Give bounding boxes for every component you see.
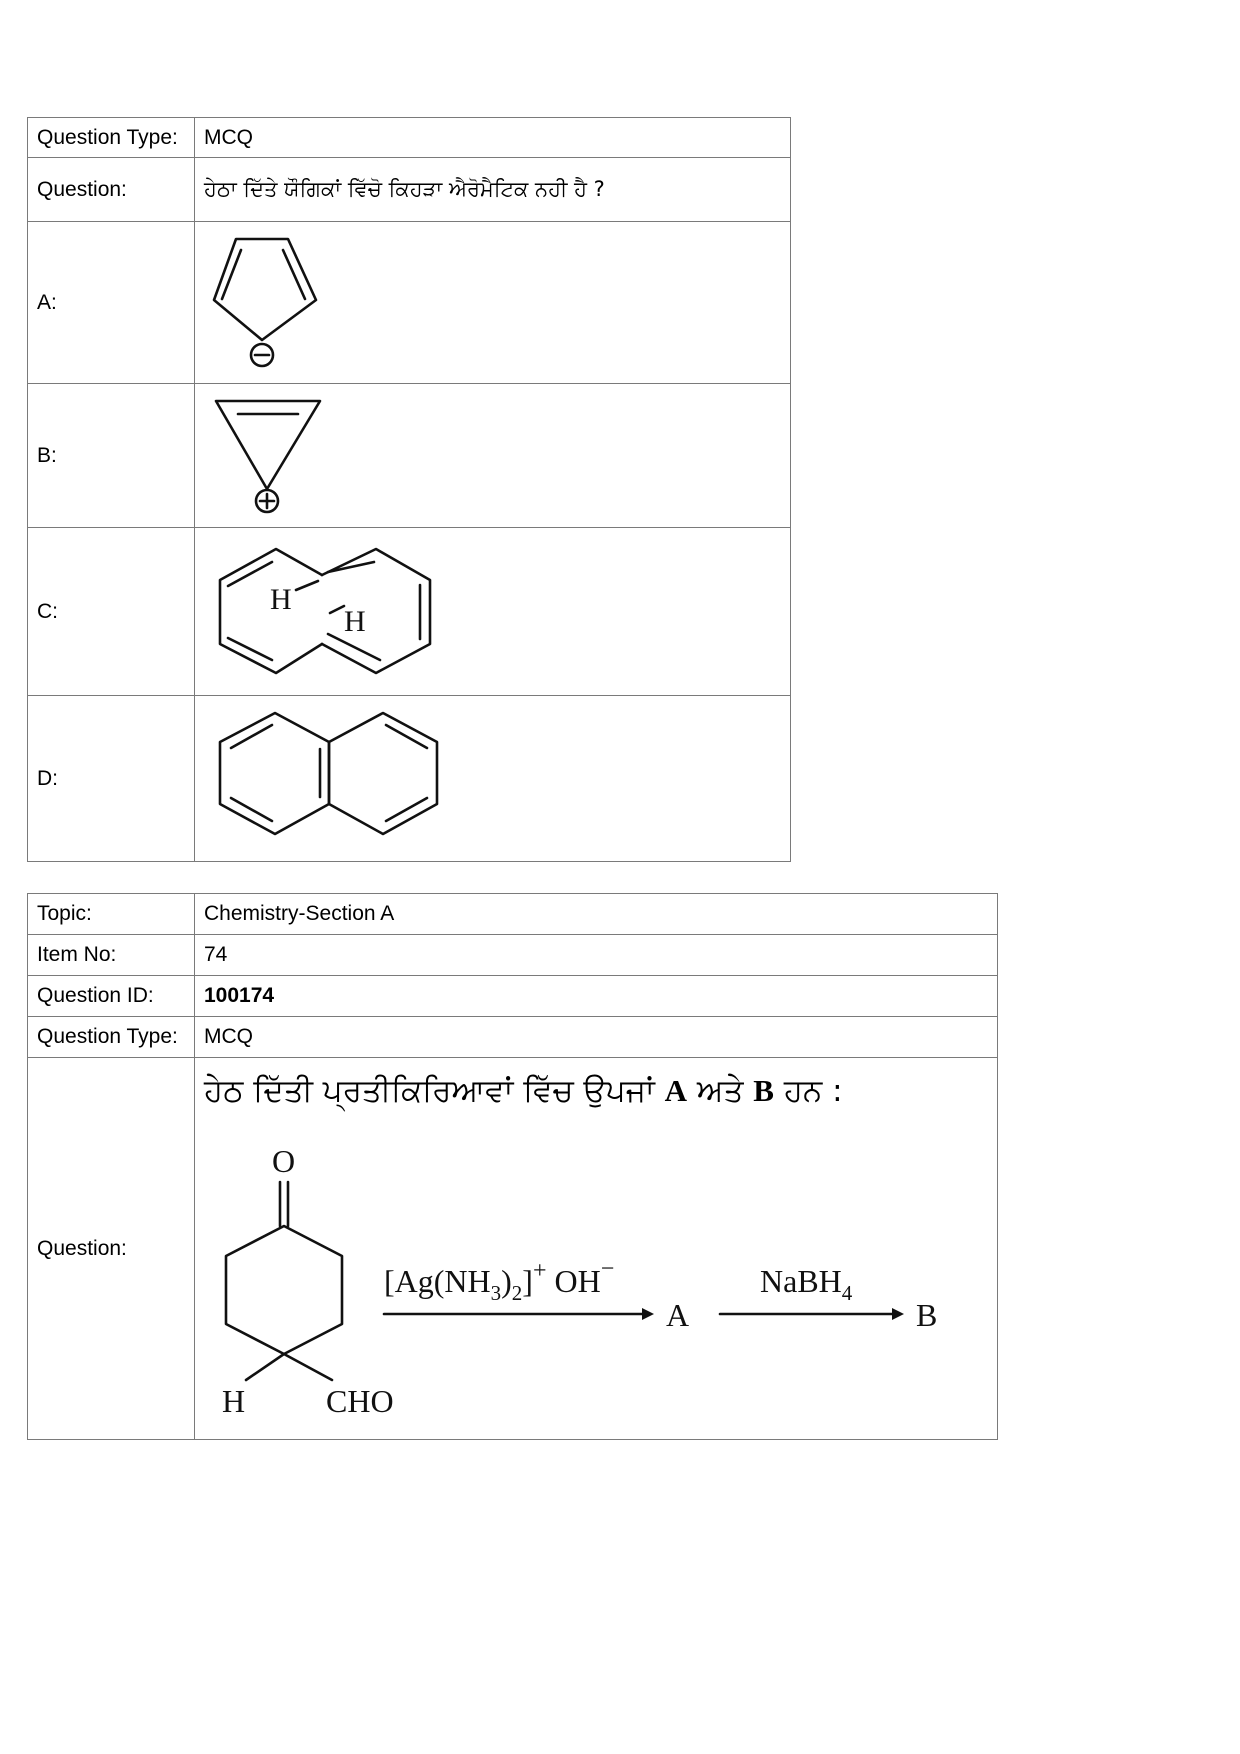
topic-value: Chemistry-Section A — [195, 894, 998, 935]
item-no-label: Item No: — [28, 935, 195, 976]
arrow-head-1 — [642, 1308, 654, 1320]
option-b-structure — [195, 384, 791, 528]
question-id-value: 100174 — [195, 976, 998, 1017]
question-label-2: Question: — [28, 1058, 195, 1440]
product-b: B — [916, 1297, 938, 1334]
reagent-tollens: $[Ag(NH_3)_2]^+$ OH− — [384, 1256, 615, 1306]
bridged-annulene-diagram — [204, 533, 454, 683]
question-text: ਹੇਠਾ ਦਿੱਤੇ ਯੌਗਿਕਾਂ ਵਿੱਚੋ ਕਿਹੜਾ ਐਰੋਮੈਟਿਕ ਨਹੀ ਹੈ ? — [195, 158, 791, 222]
question-table-2 — [27, 893, 998, 1440]
reagent-nabh4: NaBH$_4$ — [760, 1263, 853, 1306]
option-a-structure — [195, 222, 791, 384]
item-no-value: 74 — [195, 935, 998, 976]
cyclopropenyl-cation-diagram — [204, 387, 334, 517]
question-id-label: Question ID: — [28, 976, 195, 1017]
reaction-scheme — [204, 1114, 1004, 1414]
option-c-structure — [195, 528, 791, 696]
question-type-label-2: Question Type: — [28, 1017, 195, 1058]
substituent-cho: CHO — [326, 1383, 394, 1415]
bridge-h-right: H — [344, 605, 366, 639]
substituent-h: H — [222, 1383, 246, 1415]
question-type-value: MCQ — [195, 118, 791, 158]
option-a-label: A: — [28, 222, 195, 384]
question-table-1 — [27, 117, 791, 862]
option-d-label: D: — [28, 696, 195, 862]
option-d-structure — [195, 696, 791, 862]
question-text-2: ਹੇਠ ਦਿੱਤੀ ਪ੍ਰਤੀਕਿਰਿਆਵਾਂ ਵਿੱਚ ਉਪਜਾਂ A ਅਤੇ B ਹਨ : — [204, 1073, 843, 1109]
carbonyl-o: O — [272, 1143, 296, 1180]
question-type-value-2: MCQ — [195, 1017, 998, 1058]
bridge-h-left: H — [270, 583, 292, 617]
option-b-label: B: — [28, 384, 195, 528]
topic-label: Topic: — [28, 894, 195, 935]
cyclopentadienyl-anion-diagram — [204, 224, 334, 374]
product-a: A — [666, 1297, 690, 1334]
option-c-label: C: — [28, 528, 195, 696]
arrow-head-2 — [892, 1308, 904, 1320]
naphthalene-diagram — [204, 700, 454, 850]
question-type-label: Question Type: — [28, 118, 195, 158]
question-label: Question: — [28, 158, 195, 222]
question-body-2 — [195, 1058, 998, 1440]
